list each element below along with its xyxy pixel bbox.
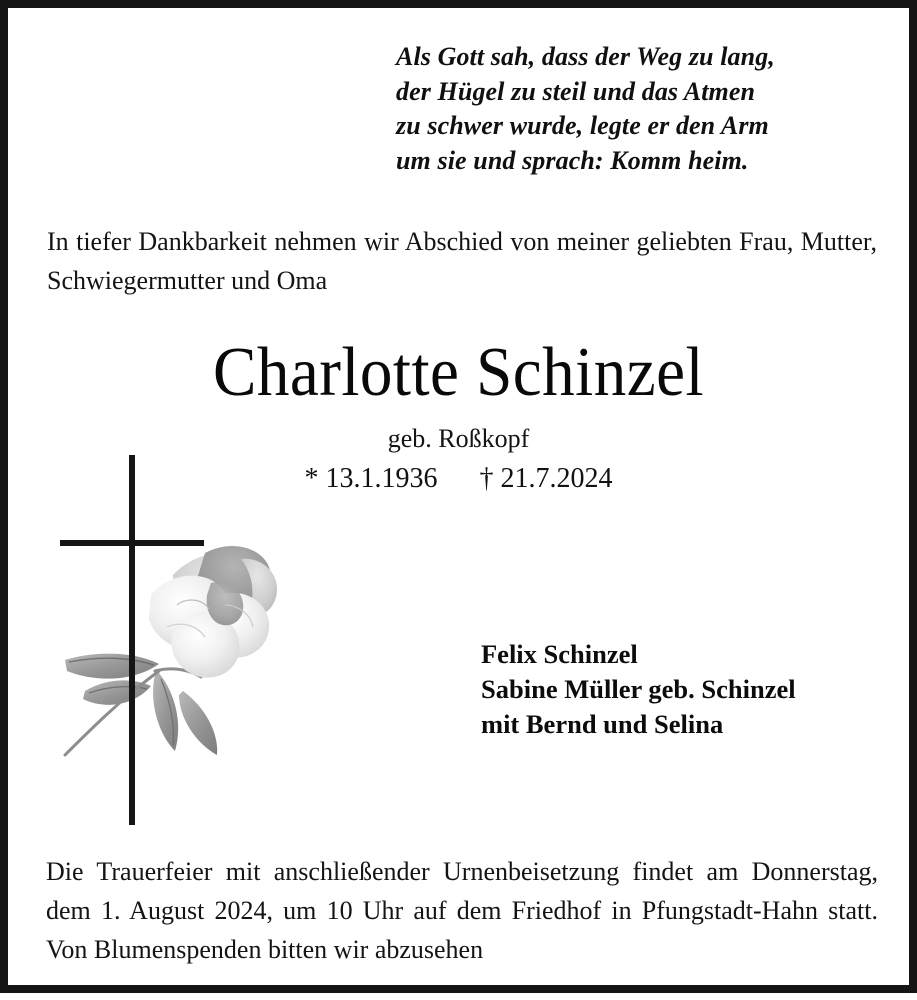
family-line-2: Sabine Müller geb. Schinzel [481, 674, 796, 704]
death-symbol-icon: † [479, 463, 494, 494]
verse-line-1: Als Gott sah, dass der Weg zu lang, [396, 42, 775, 71]
verse-line-2: der Hügel zu steil und das Atmen [396, 76, 756, 106]
family-names [481, 637, 881, 742]
deceased-name: Charlotte Schinzel [212, 334, 705, 411]
verse-line-3: zu schwer wurde, legte er den Arm [396, 111, 769, 140]
birth-date: 13.1.1936 [325, 463, 438, 494]
maiden-name: geb. Roßkopf [387, 424, 530, 453]
verse-line-4: um sie und sprach: Komm heim. [396, 145, 749, 175]
rose-blossom [149, 546, 277, 678]
intro-text: In tiefer Dankbarkeit nehmen wir Abschied von meiner geliebten Frau, Mutter, Schwiegermutter und Oma [47, 227, 877, 295]
funeral-details: Die Trauerfeier mit anschließender Urnenbeisetzung findet am Donnerstag, dem 1. August 2024, um 10 Uhr auf dem Friedhof in Pfungstadt-Hahn statt. Von Blumenspenden bitten wir abzusehen [46, 857, 878, 964]
memorial-verse [396, 40, 866, 178]
cross-and-rose-emblem [55, 455, 285, 825]
family-line-1: Felix Schinzel [481, 639, 638, 669]
family-line-3: mit Bernd und Selina [481, 709, 724, 739]
birth-symbol-icon: * [304, 463, 319, 494]
death-date: 21.7.2024 [500, 463, 613, 494]
